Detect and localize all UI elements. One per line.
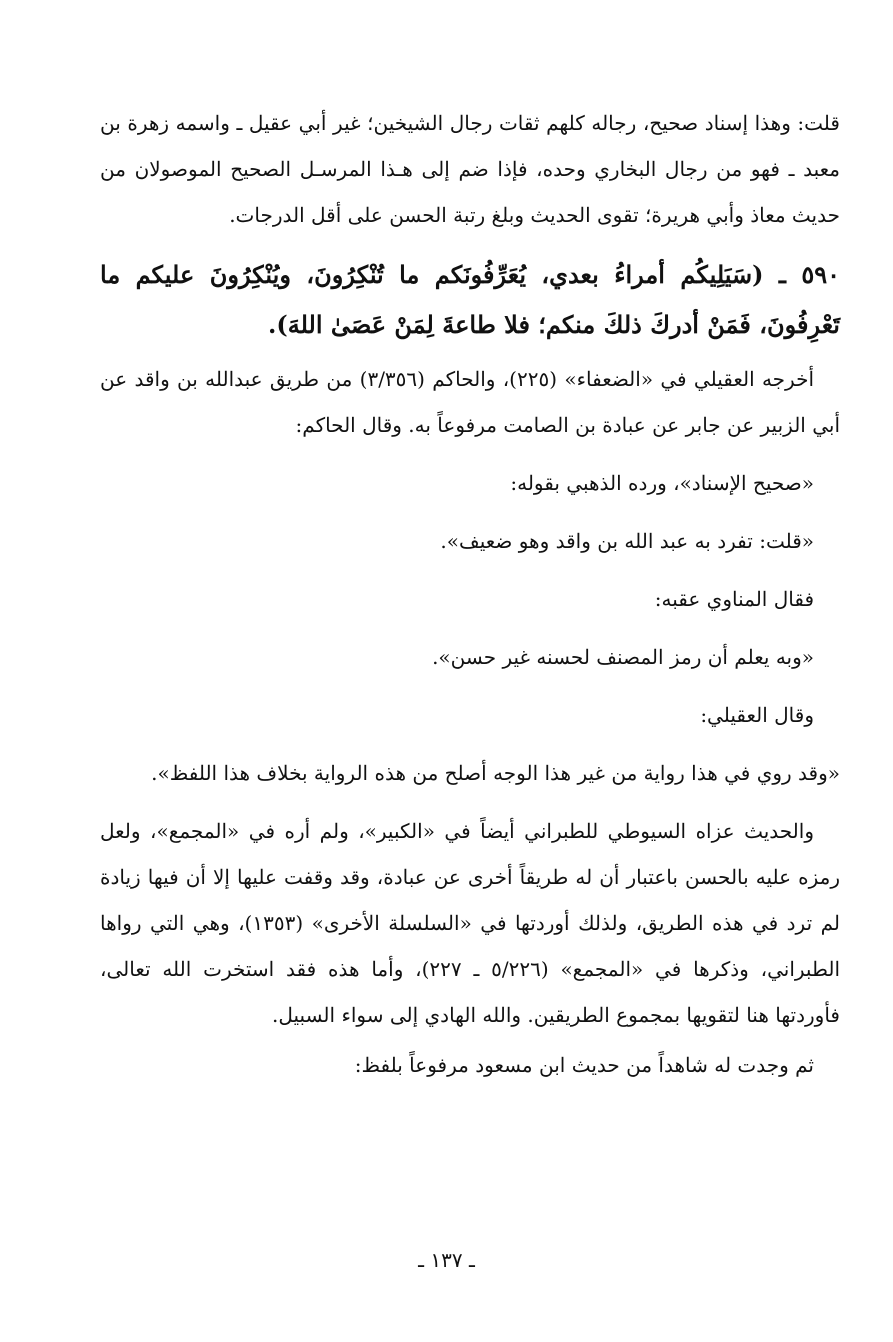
paragraph-commentary: قلت: وهذا إسناد صحيح، رجاله كلهم ثقات رجال الشيخين؛ غير أبي عقيل ـ واسمه زهرة بن معبد ـ فهو من رجال البخاري وحده، فإذا ضم إلى هـذا المرسـل الصحيح الموصولان من حديث معاذ وأبي هريرة؛ تقوى الحديث وبلغ رتبة الحسن على أقل الدرجات.	[100, 111, 840, 227]
quote-munawi: «وبه يعلم أن رمز المصنف لحسنه غير حسن».	[432, 645, 814, 669]
quote-intro-uqayli: وقال العقيلي:	[700, 703, 814, 727]
paragraph-shahid: ثم وجدت له شاهداً من حديث ابن مسعود مرفوعاً بلفظ:	[354, 1053, 814, 1077]
hadith-text: ٥٩٠ ـ (سَيَلِيكُم أمراءُ بعدي، يُعَرِّفُونَكم ما تُنْكِرُونَ، ويُنْكِرُونَ عليكم ما تَعْرِفُونَ، فَمَنْ أدركَ ذلكَ منكم؛ فلا طاعةَ لِمَنْ عَصَىٰ اللهَ).	[100, 260, 840, 339]
page-number: ـ ١٣٧ ـ	[418, 1248, 475, 1272]
paragraph-tabarani: والحديث عزاه السيوطي للطبراني أيضاً في «الكبير»، ولم أره في «المجمع»، ولعل رمزه عليه بالحسن باعتبار أن له طريقاً أخرى عن عبادة، وقد وقفت عليها إلا أن فيها زيادة لم ترد في هذه الطريق، ولذلك أوردتها في «السلسلة الأخرى» (١٣٥٣)، وهي التي رواها الطبراني، وذكرها في «المجمع» (٥/٢٢٦ ـ ٢٢٧)، وأما هذه فقد استخرت الله تعالى، فأوردتها هنا لتقويها بمجموع الطريقين. والله الهادي إلى سواء السبيل.	[100, 819, 841, 1027]
quote-hakim: «صحيح الإسناد»، ورده الذهبي بقوله:	[510, 471, 814, 495]
page-body	[100, 100, 840, 1088]
paragraph-takhrij: أخرجه العقيلي في «الضعفاء» (٢٢٥)، والحاكم (٣/٣٥٦) من طريق عبدالله بن واقد عن أبي الزبير عن جابر عن عبادة بن الصامت مرفوعاً به. وقال الحاكم:	[100, 367, 840, 437]
quote-intro-munawi: فقال المناوي عقبه:	[654, 587, 814, 611]
quote-dhahabi: «قلت: تفرد به عبد الله بن واقد وهو ضعيف».	[440, 529, 814, 553]
quote-uqayli: «وقد روي في هذا رواية من غير هذا الوجه أصلح من هذه الرواية بخلاف هذا اللفظ».	[151, 761, 840, 785]
